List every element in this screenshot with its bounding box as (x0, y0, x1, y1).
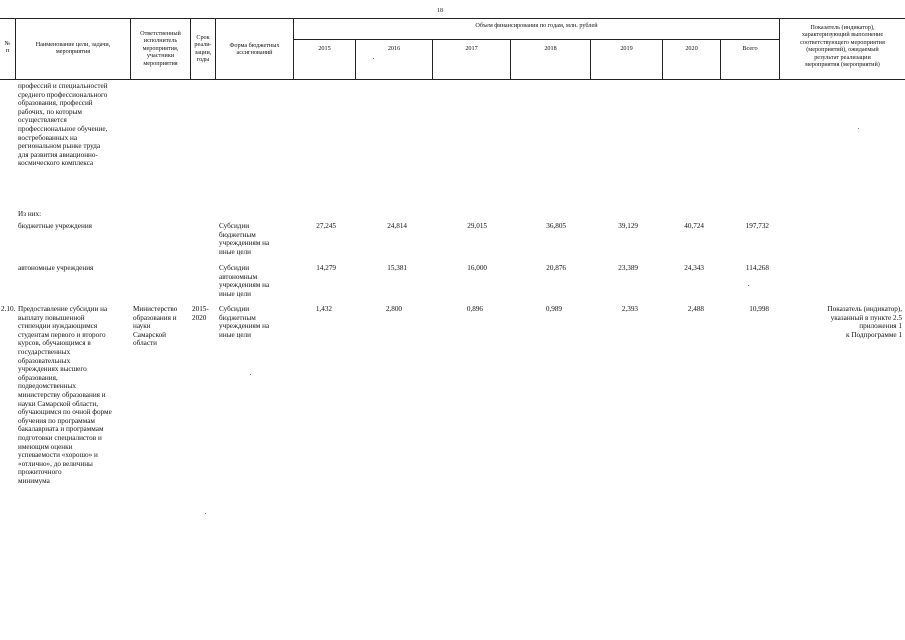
header-term: Срок реали- зации, годы (194, 34, 212, 64)
header-total: Всего (742, 45, 758, 52)
header-year: 2018 (544, 45, 557, 52)
value-total: 114,268 (745, 264, 769, 272)
item-executor: Министерство образования и науки Самарской области (133, 305, 178, 348)
value-2018: 36,805 (546, 222, 566, 230)
header-year: 2019 (620, 45, 633, 52)
value-2017: 29,015 (467, 222, 487, 230)
value-2015: 27,245 (316, 222, 336, 230)
item-indicator: Показатель (индикатор), указанный в пункте 2.5 приложения 1 к Подпрограмме 1 (827, 305, 902, 339)
table-header (0, 18, 905, 80)
value-2020: 2,488 (687, 305, 704, 313)
continuation-text: профессий и специальностей среднего профессионального образования, профессий рабочих, по которым осуществляется профессиональное обучение, востребованных на региональном рынке труда для развития авиационно- космического комплекса (18, 82, 108, 168)
header-year: 2016 (387, 45, 401, 52)
header-num: № п (4, 40, 11, 55)
item-term: 2015- 2020 (192, 305, 209, 322)
value-2017: 16,000 (467, 264, 487, 272)
item-number: 2.10. (1, 305, 16, 313)
value-2016: 24,814 (387, 222, 407, 230)
value-2018: 20,876 (546, 264, 566, 272)
budget-form: Субсидии бюджетным учреждениям на иные цели (219, 222, 270, 256)
value-2020: 24,343 (684, 264, 704, 272)
scan-speck (250, 374, 251, 375)
value-2019: 2,393 (621, 305, 638, 313)
value-2018: 0,989 (545, 305, 562, 313)
autonomous-form: Субсидии автономным учреждениям на иные цели (219, 264, 270, 298)
value-2016: 15,381 (387, 264, 407, 272)
budget-institutions-label: бюджетные учреждения (18, 222, 92, 230)
value-2016: 2,800 (385, 305, 402, 313)
scan-speck (858, 128, 859, 129)
header-top-rule (0, 18, 905, 19)
header-executor: Ответственный исполнитель мероприятия, участники мероприятия (140, 30, 181, 67)
value-2015: 1,432 (315, 305, 332, 313)
value-2019: 39,129 (618, 222, 638, 230)
scan-speck (373, 58, 374, 59)
years-subheader-rule (293, 39, 779, 40)
value-2019: 23,389 (618, 264, 638, 272)
header-form: Форма бюджетных ассигнований (229, 42, 280, 57)
page-number: 18 (437, 8, 443, 14)
scan-speck (205, 513, 206, 514)
value-total: 10,998 (749, 305, 769, 313)
item-form: Субсидии бюджетным учреждениям на иные цели (219, 305, 270, 339)
item-name: Предоставление субсидии на выплату повышенной стипендии нуждающимся студентам первого и второго курсов, обучающимся в государственных образовательных учреждениях высшего образования, подведомственных министерству образования и науки Самарской области, обучающимся по очной форме обучения по программам бакалавриата и программам подготовки специалистов и имеющим оценки успеваемости «хорошо» и «отлично», до величины прожиточного минимума (18, 305, 112, 485)
value-2015: 14,279 (316, 264, 336, 272)
header-year: 2015 (318, 45, 331, 52)
value-total: 197,732 (745, 222, 769, 230)
header-volume-group: Объем финансирования по годам, млн. рублей (475, 22, 598, 29)
header-year: 2017 (465, 45, 478, 52)
header-name: Наименование цели, задачи, мероприятия (35, 41, 111, 56)
header-year: 2020 (685, 45, 698, 52)
header-indicator: Показатель (индикатор), характеризующий выполнение соответствующего мероприятия (мероприятий), ожидаемый результат реализации мероприятия (мероприятий) (800, 24, 885, 69)
value-2017: 0,896 (466, 305, 483, 313)
autonomous-institutions-label: автономные учреждения (18, 264, 94, 272)
of-them-label: Из них: (18, 210, 42, 218)
value-2020: 40,724 (684, 222, 704, 230)
scan-speck (748, 285, 749, 286)
header-bottom-rule (0, 79, 905, 80)
